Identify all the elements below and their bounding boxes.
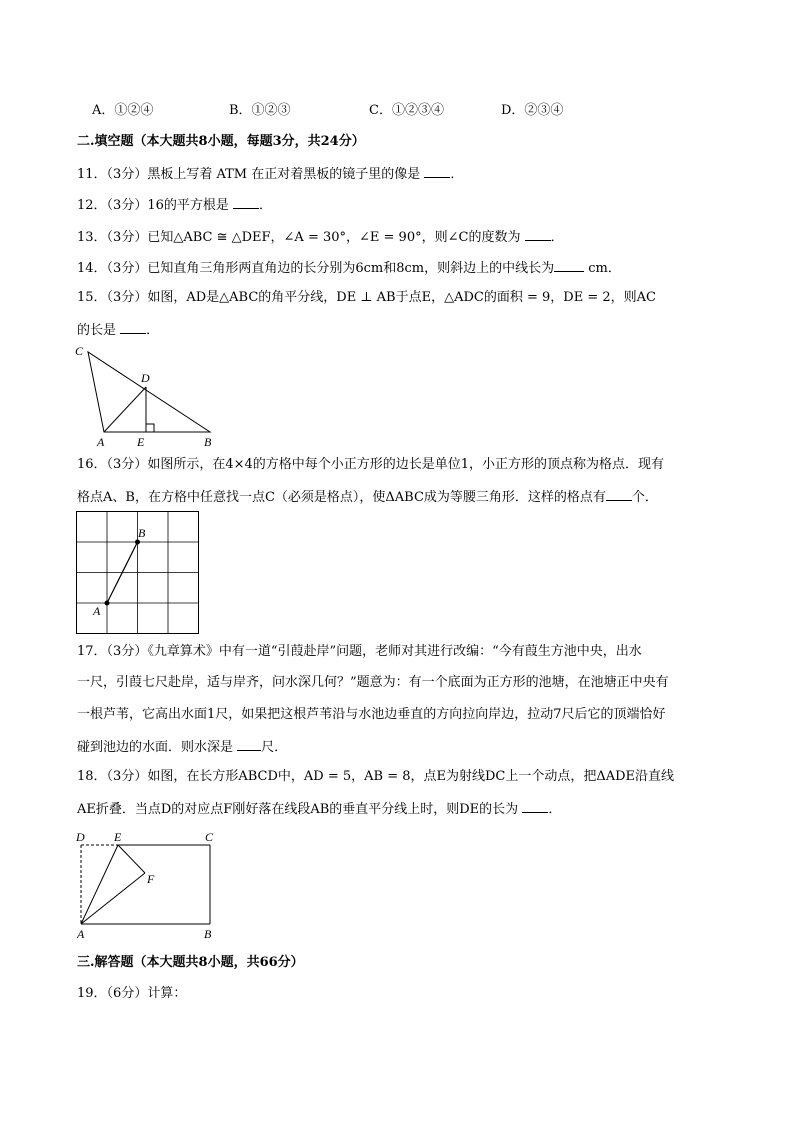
q18-blank bbox=[522, 800, 548, 813]
q17-number: 17．（3分） bbox=[77, 644, 148, 659]
q15-text: 如图，AD是△ABC的角平分线，DE ⊥ AB于点E，△ADC的面积 = 9，DE = 2，则AC bbox=[147, 290, 656, 305]
label-d: D bbox=[141, 371, 150, 385]
q12-blank bbox=[233, 196, 259, 209]
label-a: A bbox=[93, 604, 101, 618]
question-18-line-1 bbox=[77, 769, 674, 785]
q11-number: 11．（3分） bbox=[77, 167, 148, 182]
choice-a: A．①②④ bbox=[92, 103, 154, 118]
point-b bbox=[135, 540, 140, 545]
q15-number: 15．（3分） bbox=[77, 290, 148, 305]
q16-end: 个． bbox=[631, 490, 658, 505]
q14-blank bbox=[554, 259, 584, 272]
label-a: A bbox=[77, 927, 85, 941]
q17-line1: 《九章算术》中有一道“引葭赴岸”问题，老师对其进行改编：“今有葭生方池中央，出水 bbox=[147, 644, 642, 659]
question-17-line-4 bbox=[77, 738, 287, 756]
q18-end: ． bbox=[548, 802, 562, 817]
question-14 bbox=[77, 259, 621, 277]
question-17-line-3: 一根芦苇，它高出水面1尺，如果把这根芦苇沿与水池边垂直的方向拉向岸边，拉动7尺后它的顶端恰好 bbox=[77, 707, 666, 722]
q15-end: ． bbox=[146, 323, 160, 338]
q15-blank bbox=[120, 321, 146, 334]
label-e: E bbox=[137, 435, 145, 449]
label-c: C bbox=[205, 830, 214, 844]
label-d: D bbox=[76, 830, 85, 844]
q18-number: 18．（3分） bbox=[77, 769, 148, 784]
q13-text: 已知△ABC ≅ △DEF，∠A = 30°，∠E = 90°，则∠C的度数为 bbox=[147, 230, 521, 245]
q12-end: ． bbox=[259, 198, 273, 213]
q17-end: 尺． bbox=[261, 740, 288, 755]
label-c: C bbox=[75, 344, 84, 358]
q16-blank bbox=[606, 488, 632, 501]
question-11 bbox=[77, 165, 463, 183]
q18-line1: 如图，在长方形ABCD中，AD = 5，AB = 8，点E为射线DC上一个动点，把ΔADE沿直线 bbox=[147, 769, 675, 784]
segment-af bbox=[81, 873, 145, 924]
figure-15-triangle bbox=[70, 340, 230, 450]
q12-number: 12．（3分） bbox=[77, 198, 148, 213]
choice-c: C．①②③④ bbox=[369, 103, 444, 118]
question-17-line-2: 一尺，引葭七尺赴岸，适与岸齐，问水深几何？”题意为：有一个底面为正方形的池塘，在池塘正中央有 bbox=[77, 675, 669, 690]
triangle-abc bbox=[88, 352, 210, 432]
q16-number: 16．（3分） bbox=[77, 457, 148, 472]
segment-ae bbox=[81, 845, 118, 924]
label-f: F bbox=[147, 872, 155, 886]
question-16-line-2 bbox=[77, 488, 658, 506]
choices-row bbox=[92, 103, 692, 119]
q13-number: 13．（3分） bbox=[77, 230, 148, 245]
q17-line4: 碰到池边的水面．则水深是 bbox=[77, 740, 234, 755]
q16-text: 如图所示，在4×4的方格中每个小正方形的边长是单位1，小正方形的顶点称为格点．现有 bbox=[147, 457, 665, 472]
right-angle-mark bbox=[146, 424, 154, 432]
q14-number: 14．（3分） bbox=[77, 261, 148, 276]
q17-blank bbox=[237, 738, 261, 751]
label-b: B bbox=[204, 927, 212, 941]
q11-blank bbox=[424, 165, 450, 178]
q12-text: 16的平方根是 bbox=[147, 198, 229, 213]
q16-line2: 格点A、B，在方格中任意找一点C（必须是格点），使ΔABC成为等腰三角形．这样的格点有 bbox=[77, 490, 606, 505]
section-3-title: 三.解答题（本大题共8小题，共66分） bbox=[77, 955, 304, 970]
label-b: B bbox=[138, 526, 146, 540]
q19-number: 19．（6分） bbox=[77, 986, 148, 1001]
segment-ad bbox=[104, 387, 146, 432]
choice-d: D．②③④ bbox=[501, 103, 564, 118]
q15-line2: 的长是 bbox=[77, 323, 117, 338]
label-e: E bbox=[114, 830, 122, 844]
question-18-line-2 bbox=[77, 800, 561, 818]
q19-text: 计算： bbox=[147, 986, 187, 1001]
choice-b: B．①②③ bbox=[229, 103, 291, 118]
label-b: B bbox=[204, 435, 212, 449]
question-19 bbox=[77, 986, 186, 1002]
segment-ef bbox=[118, 845, 145, 873]
q14-end: cm． bbox=[588, 261, 621, 276]
question-15-line-1 bbox=[77, 290, 656, 306]
q11-end: ． bbox=[450, 167, 464, 182]
question-16-line-1 bbox=[77, 457, 664, 473]
question-15-line-2 bbox=[77, 321, 159, 339]
q13-end: ． bbox=[550, 230, 564, 245]
q11-text: 黑板上写着 ATM 在正对着黑板的镜子里的像是 bbox=[147, 167, 421, 182]
question-17-line-1 bbox=[77, 644, 642, 660]
q13-blank bbox=[525, 228, 551, 241]
q18-line2: AE折叠．当点D的对应点F刚好落在线段AB的垂直平分线上时，则DE的长为 bbox=[77, 802, 519, 817]
question-13 bbox=[77, 228, 564, 246]
question-12 bbox=[77, 196, 272, 214]
label-a: A bbox=[97, 435, 105, 449]
figure-18-rectangle bbox=[70, 826, 230, 944]
figure-16-grid bbox=[74, 510, 202, 636]
section-2-title: 二.填空题（本大题共8小题，每题3分，共24分） bbox=[77, 134, 365, 149]
point-a bbox=[105, 601, 110, 606]
q14-text: 已知直角三角形两直角边的长分别为6cm和8cm，则斜边上的中线长为 bbox=[147, 261, 555, 276]
